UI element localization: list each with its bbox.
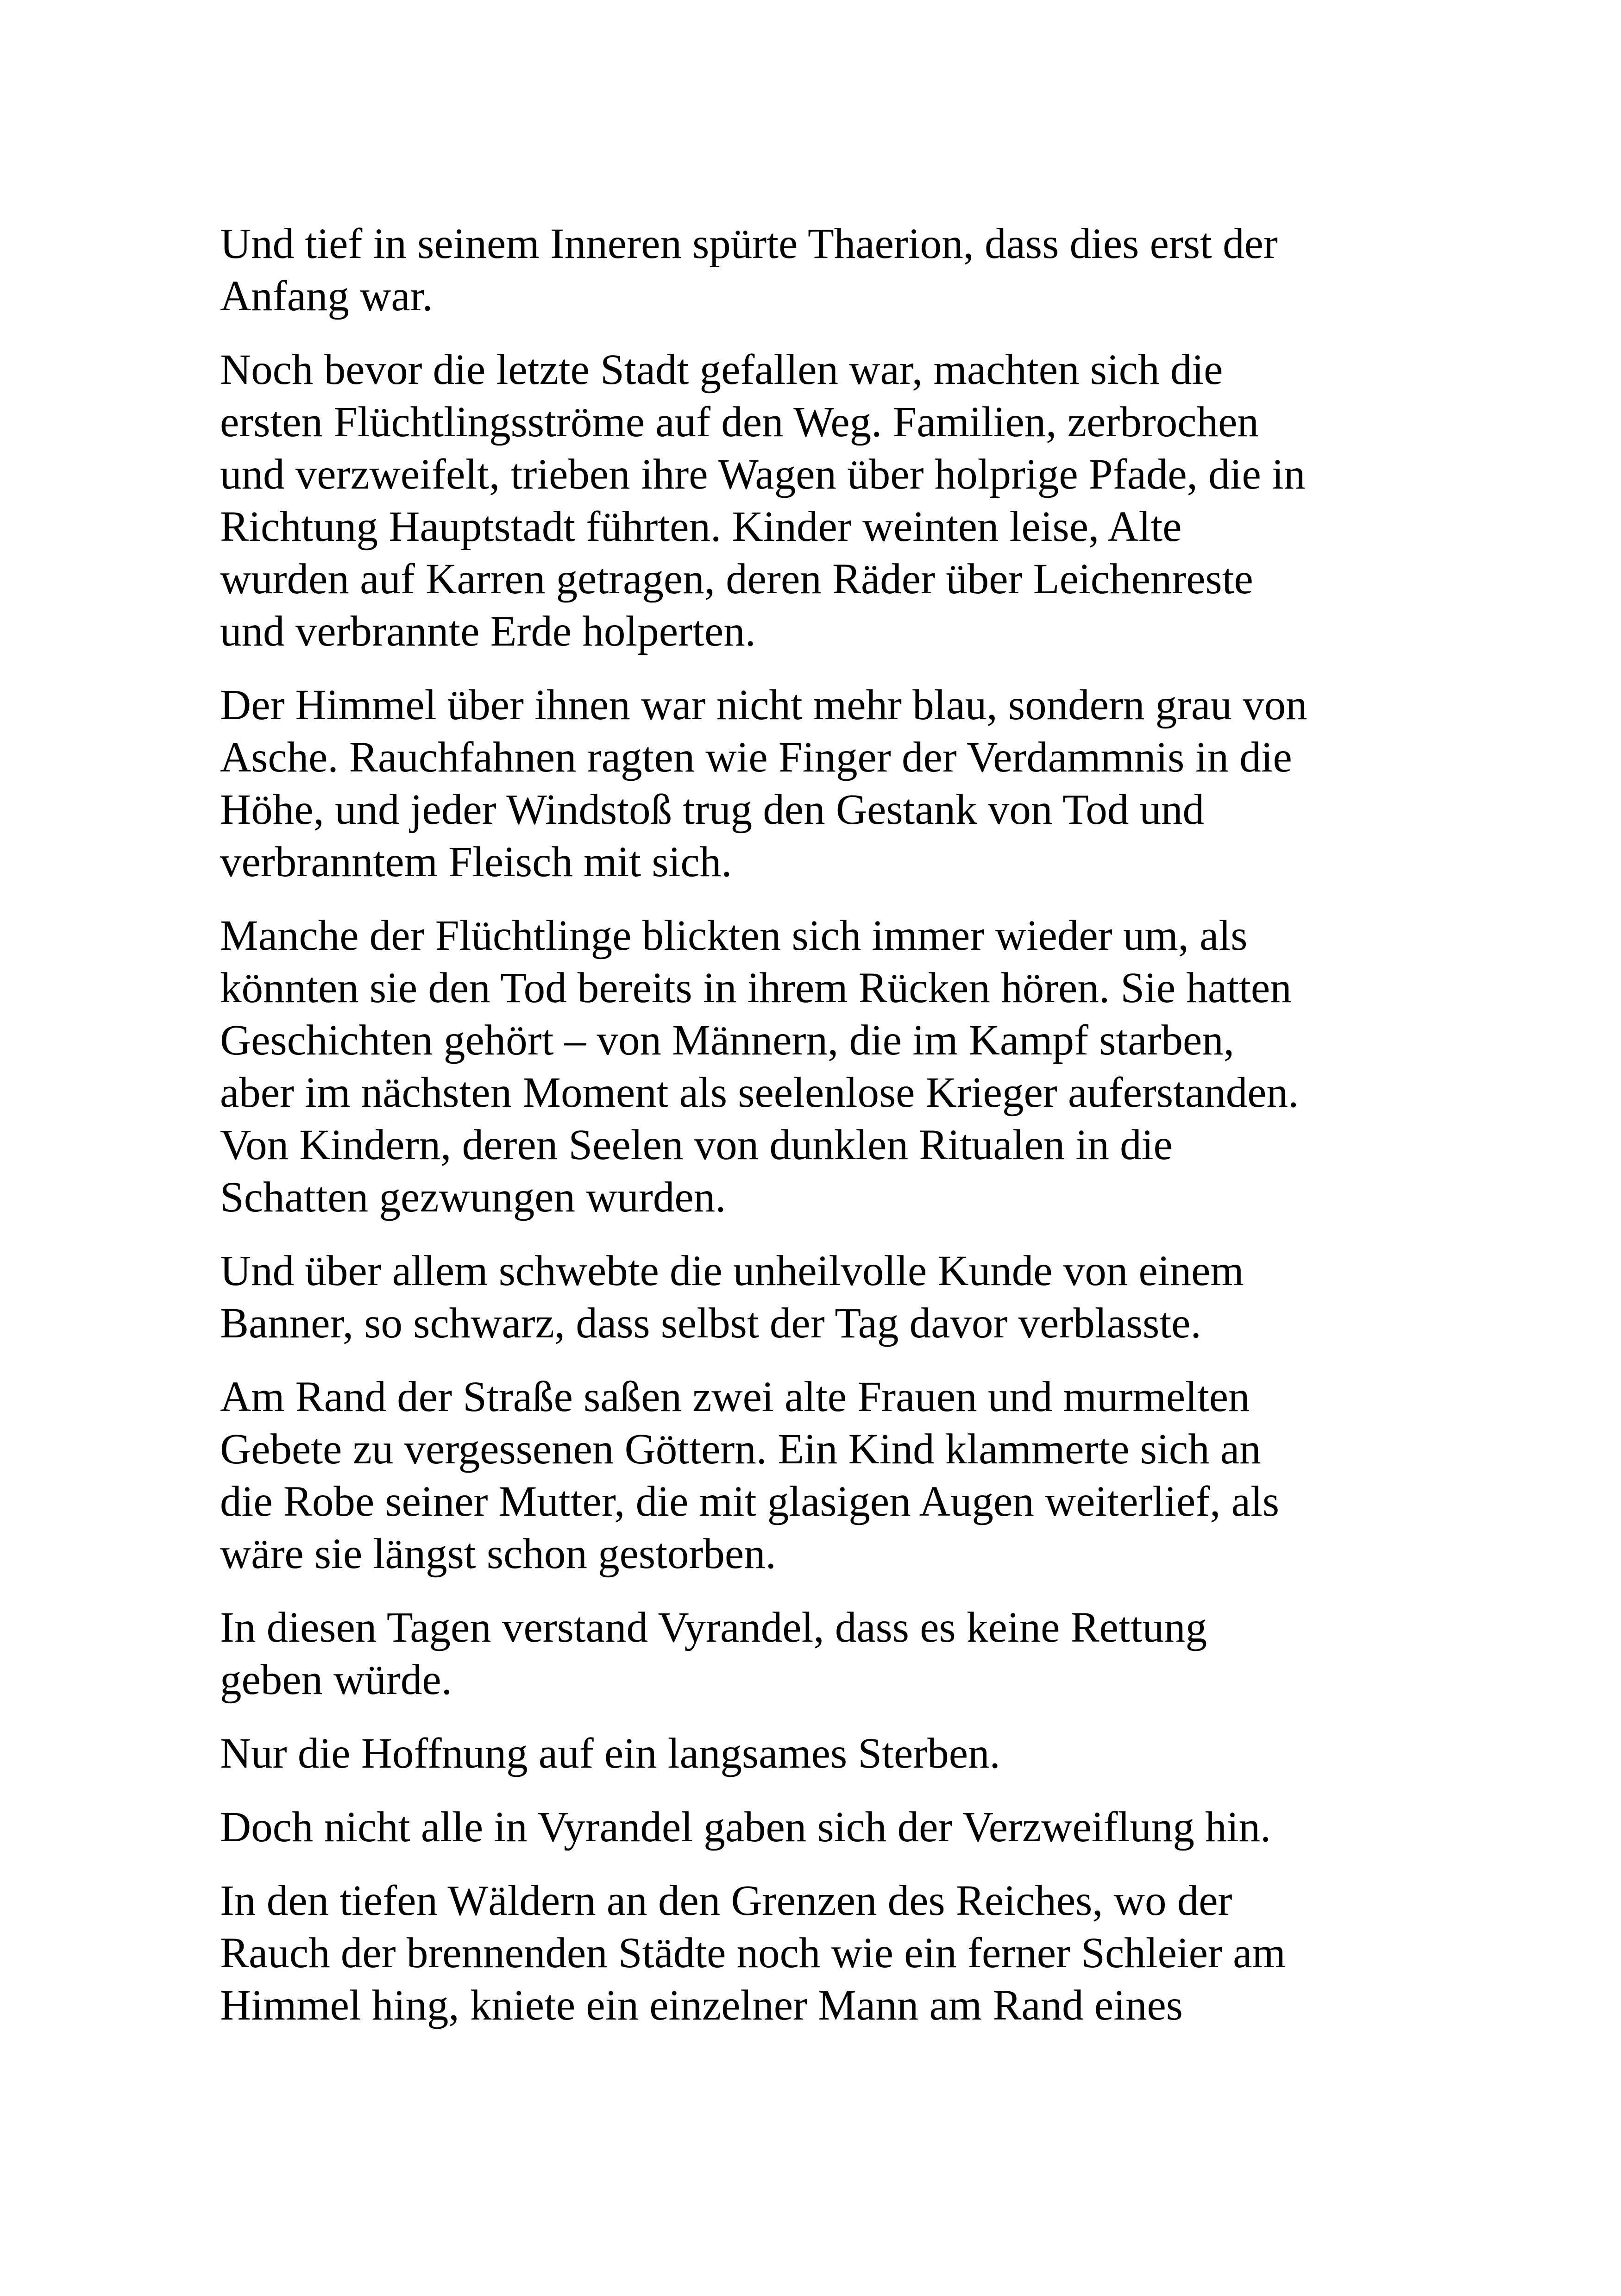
paragraph	[220, 1371, 1429, 1580]
text-line: wurden auf Karren getragen, deren Räder über Leichenreste	[220, 555, 1253, 603]
paragraph	[220, 910, 1429, 1223]
text-line: aber im nächsten Moment als seelenlose Krieger auferstanden.	[220, 1069, 1299, 1117]
text-line: Anfang war.	[220, 272, 433, 320]
paragraph	[220, 1727, 1429, 1780]
text-line: Höhe, und jeder Windstoß trug den Gestank von Tod und	[220, 786, 1205, 834]
text-line: die Robe seiner Mutter, die mit glasigen Augen weiterlief, als	[220, 1478, 1280, 1525]
paragraph	[220, 1801, 1429, 1853]
text-line: Schatten gezwungen wurden.	[220, 1173, 726, 1221]
text-line: Geschichten gehört – von Männern, die im Kampf starben,	[220, 1016, 1235, 1064]
text-line: geben würde.	[220, 1656, 452, 1704]
paragraph	[220, 218, 1429, 322]
text-line: ersten Flüchtlingsströme auf den Weg. Familien, zerbrochen	[220, 398, 1259, 446]
text-line: Manche der Flüchtlinge blickten sich immer wieder um, als	[220, 912, 1248, 960]
text-line: und verzweifelt, trieben ihre Wagen über holprige Pfade, die in	[220, 451, 1306, 498]
paragraph	[220, 1875, 1429, 2032]
text-line: Asche. Rauchfahnen ragten wie Finger der Verdammnis in die	[220, 734, 1292, 781]
text-line: Und tief in seinem Inneren spürte Thaerion, dass dies erst der	[220, 220, 1278, 268]
text-line: Banner, so schwarz, dass selbst der Tag davor verblasste.	[220, 1299, 1201, 1347]
text-line: und verbrannte Erde holperten.	[220, 608, 756, 655]
paragraph	[220, 1601, 1429, 1706]
paragraph	[220, 679, 1429, 888]
text-line: Rauch der brennenden Städte noch wie ein ferner Schleier am	[220, 1929, 1286, 1977]
paragraph	[220, 344, 1429, 658]
text-line: Gebete zu vergessenen Göttern. Ein Kind klammerte sich an	[220, 1425, 1261, 1473]
text-line: Am Rand der Straße saßen zwei alte Frauen und murmelten	[220, 1373, 1250, 1421]
text-line: Und über allem schwebte die unheilvolle Kunde von einem	[220, 1247, 1244, 1295]
text-line: Der Himmel über ihnen war nicht mehr blau, sondern grau von	[220, 681, 1307, 729]
paragraph	[220, 1245, 1429, 1349]
text-line: könnten sie den Tod bereits in ihrem Rücken hören. Sie hatten	[220, 964, 1292, 1012]
text-line: Doch nicht alle in Vyrandel gaben sich der Verzweiflung hin.	[220, 1803, 1271, 1851]
text-line: In diesen Tagen verstand Vyrandel, dass es keine Rettung	[220, 1604, 1207, 1651]
text-line: Von Kindern, deren Seelen von dunklen Ritualen in die	[220, 1121, 1173, 1169]
text-line: Noch bevor die letzte Stadt gefallen war, machten sich die	[220, 346, 1223, 394]
text-line: Himmel hing, kniete ein einzelner Mann am Rand eines	[220, 1982, 1183, 2029]
text-line: Richtung Hauptstadt führten. Kinder weinten leise, Alte	[220, 503, 1182, 551]
text-line: wäre sie längst schon gestorben.	[220, 1530, 776, 1578]
text-line: verbranntem Fleisch mit sich.	[220, 838, 732, 886]
text-line: In den tiefen Wäldern an den Grenzen des Reiches, wo der	[220, 1877, 1232, 1925]
body-text	[220, 218, 1429, 2053]
text-line: Nur die Hoffnung auf ein langsames Sterben.	[220, 1730, 1000, 1777]
